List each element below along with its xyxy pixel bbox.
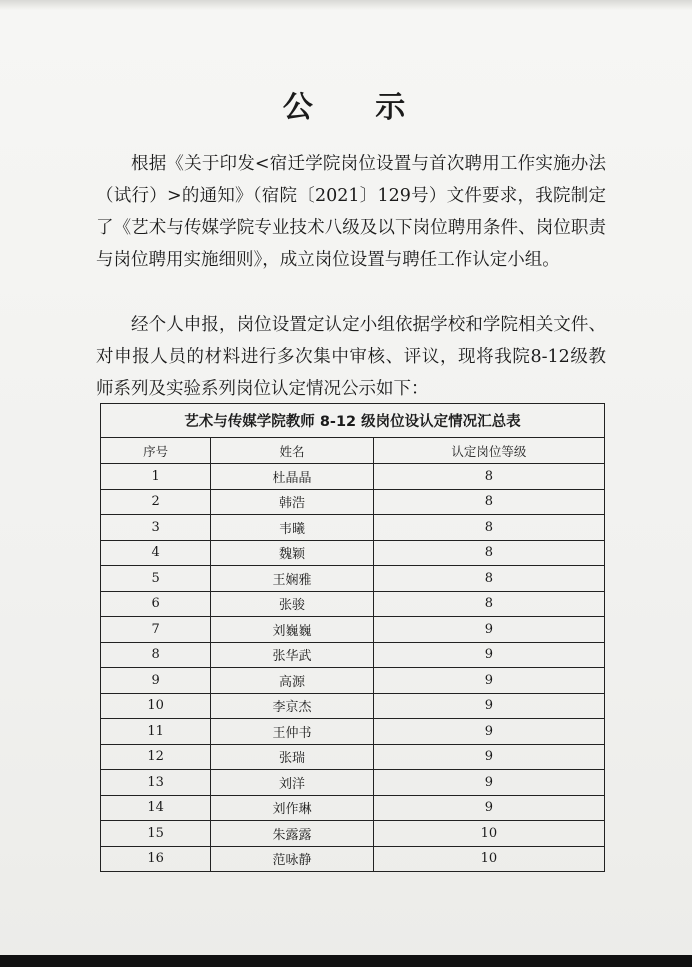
- position-summary-table: [100, 403, 605, 872]
- cell-level: 9: [373, 719, 604, 745]
- table-row: [101, 566, 605, 592]
- header-serial: 序号: [101, 438, 211, 464]
- table-row: [101, 795, 605, 821]
- cell-level: 9: [373, 795, 604, 821]
- cell-name: 张华武: [211, 642, 374, 668]
- cell-name: 张骏: [211, 591, 374, 617]
- cell-name: 朱露露: [211, 821, 374, 847]
- cell-level: 9: [373, 693, 604, 719]
- cell-name: 高源: [211, 668, 374, 694]
- cell-serial: 2: [101, 489, 211, 515]
- cell-level: 9: [373, 617, 604, 643]
- cell-level: 10: [373, 821, 604, 847]
- cell-level: 8: [373, 540, 604, 566]
- table-caption: 艺术与传媒学院教师 8-12 级岗位设认定情况汇总表: [101, 404, 605, 438]
- cell-serial: 15: [101, 821, 211, 847]
- table-row: [101, 668, 605, 694]
- scan-top-shadow: [0, 0, 692, 10]
- cell-level: 8: [373, 566, 604, 592]
- cell-serial: 6: [101, 591, 211, 617]
- header-level: 认定岗位等级: [373, 438, 604, 464]
- table-caption-row: [101, 404, 605, 438]
- table-row: [101, 591, 605, 617]
- table-row: [101, 693, 605, 719]
- cell-serial: 9: [101, 668, 211, 694]
- cell-serial: 10: [101, 693, 211, 719]
- cell-serial: 12: [101, 744, 211, 770]
- page-title: 公 示: [282, 90, 432, 125]
- paragraph-announcement: 经个人申报，岗位设置定认定小组依据学校和学院相关文件、对申报人员的材料进行多次集中审核、评议，现将我院8-12级教师系列及实验系列岗位认定情况公示如下：: [96, 315, 606, 399]
- table-header-row: [101, 438, 605, 464]
- cell-level: 9: [373, 642, 604, 668]
- table-row: [101, 515, 605, 541]
- cell-serial: 4: [101, 540, 211, 566]
- cell-name: 韩浩: [211, 489, 374, 515]
- paragraph-intro: 根据《关于印发<宿迁学院岗位设置与首次聘用工作实施办法（试行）>的通知》（宿院〔2021〕129号）文件要求，我院制定了《艺术与传媒学院专业技术八级及以下岗位聘用条件、岗位职责与岗位聘用实施细则》，成立岗位设置与聘任工作认定小组。: [96, 154, 606, 270]
- scan-bottom-edge: [0, 955, 692, 967]
- cell-level: 8: [373, 489, 604, 515]
- cell-serial: 3: [101, 515, 211, 541]
- cell-serial: 13: [101, 770, 211, 796]
- table-row: [101, 821, 605, 847]
- table-row: [101, 540, 605, 566]
- cell-name: 王娴雅: [211, 566, 374, 592]
- cell-level: 8: [373, 591, 604, 617]
- cell-serial: 7: [101, 617, 211, 643]
- cell-name: 刘巍巍: [211, 617, 374, 643]
- cell-name: 范咏静: [211, 846, 374, 872]
- cell-serial: 16: [101, 846, 211, 872]
- cell-name: 王仲书: [211, 719, 374, 745]
- cell-name: 魏颖: [211, 540, 374, 566]
- table-row: [101, 719, 605, 745]
- cell-serial: 11: [101, 719, 211, 745]
- cell-serial: 1: [101, 464, 211, 490]
- cell-name: 张瑞: [211, 744, 374, 770]
- cell-serial: 5: [101, 566, 211, 592]
- cell-level: 9: [373, 744, 604, 770]
- table-row: [101, 464, 605, 490]
- table-row: [101, 642, 605, 668]
- cell-level: 9: [373, 770, 604, 796]
- cell-name: 李京杰: [211, 693, 374, 719]
- cell-level: 10: [373, 846, 604, 872]
- cell-name: 刘洋: [211, 770, 374, 796]
- cell-name: 杜晶晶: [211, 464, 374, 490]
- cell-serial: 8: [101, 642, 211, 668]
- cell-serial: 14: [101, 795, 211, 821]
- cell-level: 8: [373, 464, 604, 490]
- cell-level: 9: [373, 668, 604, 694]
- table-row: [101, 846, 605, 872]
- table-row: [101, 744, 605, 770]
- cell-name: 韦曦: [211, 515, 374, 541]
- table-row: [101, 770, 605, 796]
- table-row: [101, 617, 605, 643]
- table-row: [101, 489, 605, 515]
- header-name: 姓名: [211, 438, 374, 464]
- cell-level: 8: [373, 515, 604, 541]
- cell-name: 刘作琳: [211, 795, 374, 821]
